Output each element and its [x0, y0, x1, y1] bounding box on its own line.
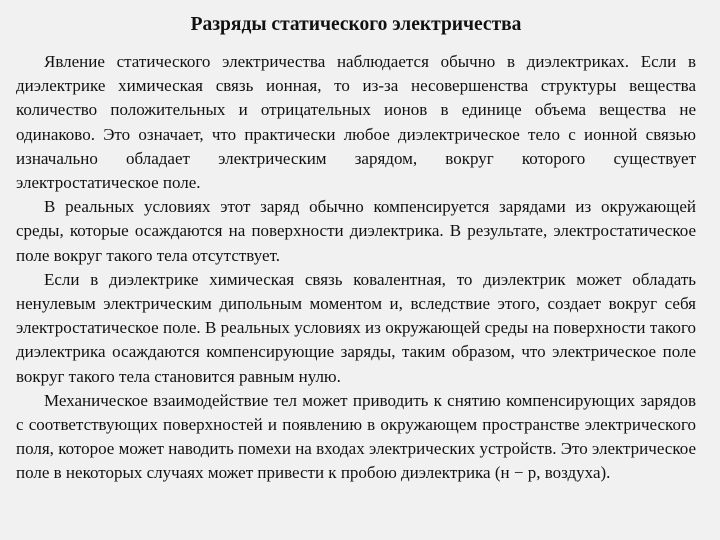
paragraph-3: Если в диэлектрике химическая связь ковалентная, то диэлектрик может обладать ненулевым электрическим дипольным моментом и, вследствие этого, создает вокруг себя электростатическое поле. В реальных условиях из окружающей среды на поверхности такого диэлектрика осаждаются компенсирующие заряды, таким образом, что электрическое поле вокруг такого тела становится равным нулю. [16, 269, 696, 386]
paragraph-1: Явление статического электричества наблюдается обычно в диэлектриках. Если в диэлектрике химическая связь ионная, то из-за несовершенства структуры вещества количество положительных и отрицательных ионов в единице объема вещества не одинаково. Это означает, что практически любое диэлектрическое тело с ионной связью изначально обладает электрическим зарядом, вокруг которого существует электростатическое поле. [16, 52, 696, 193]
page-title: Разряды статического электричества [190, 14, 522, 35]
paragraph-4: Механическое взаимодействие тел может приводить к снятию компенсирующих зарядов с соответствующих поверхностей и появлению в окружающем пространстве электрического поля, которое может наводить помехи на входах электрических устройств. Это электрическое поле в некоторых случаях может привести к пробою диэлектрика (н − р, воздуха). [16, 390, 696, 483]
paragraph-2: В реальных условиях этот заряд обычно компенсируется зарядами из окружающей среды, которые осаждаются на поверхности диэлектрика. В результате, электростатическое поле вокруг такого тела отсутствует. [16, 197, 696, 265]
